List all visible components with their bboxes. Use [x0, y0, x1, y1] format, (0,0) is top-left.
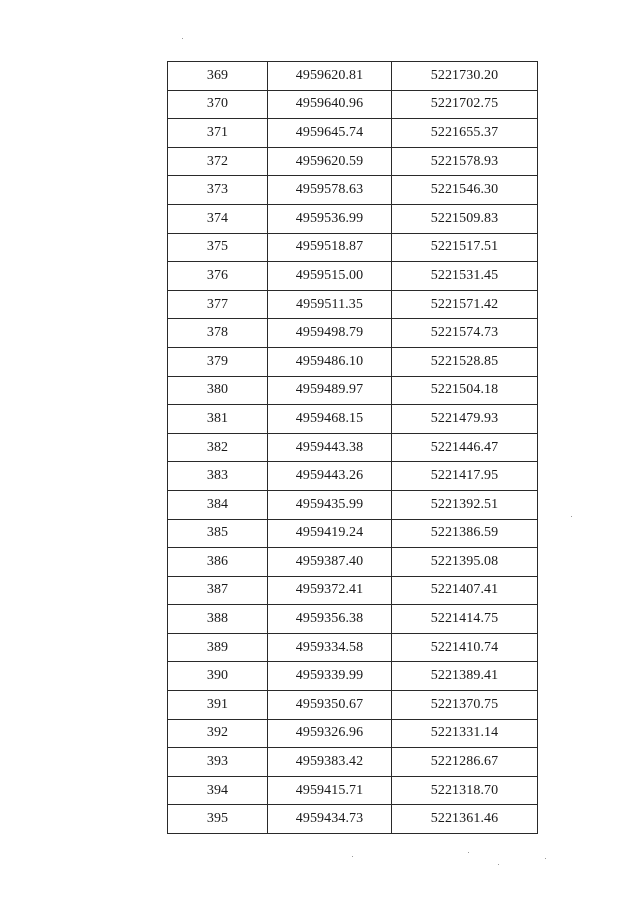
table-row [168, 319, 538, 348]
table-row [168, 605, 538, 634]
y-coordinate-cell: 5221546.30 [392, 176, 538, 205]
x-coordinate-cell: 4959419.24 [268, 519, 392, 548]
point-number-cell: 374 [168, 204, 268, 233]
table-row [168, 62, 538, 91]
table-row [168, 176, 538, 205]
point-number-cell: 381 [168, 405, 268, 434]
x-coordinate-cell: 4959339.99 [268, 662, 392, 691]
table-row [168, 776, 538, 805]
x-coordinate-cell: 4959578.63 [268, 176, 392, 205]
table-row [168, 519, 538, 548]
point-number-cell: 394 [168, 776, 268, 805]
table-row [168, 662, 538, 691]
table-row [168, 576, 538, 605]
y-coordinate-cell: 5221574.73 [392, 319, 538, 348]
x-coordinate-cell: 4959536.99 [268, 204, 392, 233]
point-number-cell: 377 [168, 290, 268, 319]
point-number-cell: 370 [168, 90, 268, 119]
y-coordinate-cell: 5221389.41 [392, 662, 538, 691]
y-coordinate-cell: 5221331.14 [392, 719, 538, 748]
table-row [168, 548, 538, 577]
table-row [168, 719, 538, 748]
scan-speck [352, 856, 353, 857]
y-coordinate-cell: 5221395.08 [392, 548, 538, 577]
scan-speck [182, 38, 183, 39]
x-coordinate-cell: 4959435.99 [268, 490, 392, 519]
y-coordinate-cell: 5221730.20 [392, 62, 538, 91]
y-coordinate-cell: 5221446.47 [392, 433, 538, 462]
table-row [168, 633, 538, 662]
y-coordinate-cell: 5221407.41 [392, 576, 538, 605]
point-number-cell: 384 [168, 490, 268, 519]
x-coordinate-cell: 4959511.35 [268, 290, 392, 319]
point-number-cell: 376 [168, 262, 268, 291]
x-coordinate-cell: 4959383.42 [268, 748, 392, 777]
y-coordinate-cell: 5221578.93 [392, 147, 538, 176]
table-row [168, 748, 538, 777]
point-number-cell: 388 [168, 605, 268, 634]
point-number-cell: 391 [168, 691, 268, 720]
table-row [168, 290, 538, 319]
x-coordinate-cell: 4959387.40 [268, 548, 392, 577]
x-coordinate-cell: 4959415.71 [268, 776, 392, 805]
x-coordinate-cell: 4959356.38 [268, 605, 392, 634]
table-row [168, 119, 538, 148]
y-coordinate-cell: 5221386.59 [392, 519, 538, 548]
x-coordinate-cell: 4959489.97 [268, 376, 392, 405]
x-coordinate-cell: 4959620.59 [268, 147, 392, 176]
y-coordinate-cell: 5221392.51 [392, 490, 538, 519]
table-row [168, 691, 538, 720]
y-coordinate-cell: 5221361.46 [392, 805, 538, 834]
point-number-cell: 371 [168, 119, 268, 148]
y-coordinate-cell: 5221571.42 [392, 290, 538, 319]
y-coordinate-cell: 5221417.95 [392, 462, 538, 491]
x-coordinate-cell: 4959434.73 [268, 805, 392, 834]
y-coordinate-cell: 5221528.85 [392, 347, 538, 376]
scan-speck [468, 852, 469, 853]
point-number-cell: 373 [168, 176, 268, 205]
table-row [168, 347, 538, 376]
table-row [168, 233, 538, 262]
point-number-cell: 383 [168, 462, 268, 491]
y-coordinate-cell: 5221702.75 [392, 90, 538, 119]
x-coordinate-cell: 4959326.96 [268, 719, 392, 748]
point-number-cell: 379 [168, 347, 268, 376]
x-coordinate-cell: 4959620.81 [268, 62, 392, 91]
coordinate-table-body [168, 62, 538, 834]
y-coordinate-cell: 5221318.70 [392, 776, 538, 805]
point-number-cell: 380 [168, 376, 268, 405]
x-coordinate-cell: 4959645.74 [268, 119, 392, 148]
y-coordinate-cell: 5221370.75 [392, 691, 538, 720]
table-row [168, 405, 538, 434]
y-coordinate-cell: 5221655.37 [392, 119, 538, 148]
y-coordinate-cell: 5221504.18 [392, 376, 538, 405]
point-number-cell: 372 [168, 147, 268, 176]
point-number-cell: 389 [168, 633, 268, 662]
x-coordinate-cell: 4959498.79 [268, 319, 392, 348]
point-number-cell: 382 [168, 433, 268, 462]
scan-speck [545, 858, 546, 859]
coordinate-table [167, 61, 538, 834]
y-coordinate-cell: 5221517.51 [392, 233, 538, 262]
table-row [168, 262, 538, 291]
point-number-cell: 369 [168, 62, 268, 91]
table-row [168, 805, 538, 834]
point-number-cell: 386 [168, 548, 268, 577]
table-row [168, 462, 538, 491]
point-number-cell: 395 [168, 805, 268, 834]
x-coordinate-cell: 4959443.26 [268, 462, 392, 491]
point-number-cell: 378 [168, 319, 268, 348]
x-coordinate-cell: 4959372.41 [268, 576, 392, 605]
table-row [168, 376, 538, 405]
point-number-cell: 385 [168, 519, 268, 548]
y-coordinate-cell: 5221414.75 [392, 605, 538, 634]
x-coordinate-cell: 4959486.10 [268, 347, 392, 376]
table-row [168, 147, 538, 176]
y-coordinate-cell: 5221410.74 [392, 633, 538, 662]
point-number-cell: 390 [168, 662, 268, 691]
x-coordinate-cell: 4959518.87 [268, 233, 392, 262]
point-number-cell: 375 [168, 233, 268, 262]
y-coordinate-cell: 5221509.83 [392, 204, 538, 233]
table-row [168, 204, 538, 233]
point-number-cell: 392 [168, 719, 268, 748]
y-coordinate-cell: 5221286.67 [392, 748, 538, 777]
x-coordinate-cell: 4959350.67 [268, 691, 392, 720]
point-number-cell: 393 [168, 748, 268, 777]
x-coordinate-cell: 4959334.58 [268, 633, 392, 662]
y-coordinate-cell: 5221479.93 [392, 405, 538, 434]
x-coordinate-cell: 4959515.00 [268, 262, 392, 291]
table-row [168, 490, 538, 519]
x-coordinate-cell: 4959640.96 [268, 90, 392, 119]
table-row [168, 90, 538, 119]
y-coordinate-cell: 5221531.45 [392, 262, 538, 291]
x-coordinate-cell: 4959443.38 [268, 433, 392, 462]
scan-speck [498, 864, 499, 865]
x-coordinate-cell: 4959468.15 [268, 405, 392, 434]
point-number-cell: 387 [168, 576, 268, 605]
scan-speck [571, 516, 572, 517]
table-row [168, 433, 538, 462]
